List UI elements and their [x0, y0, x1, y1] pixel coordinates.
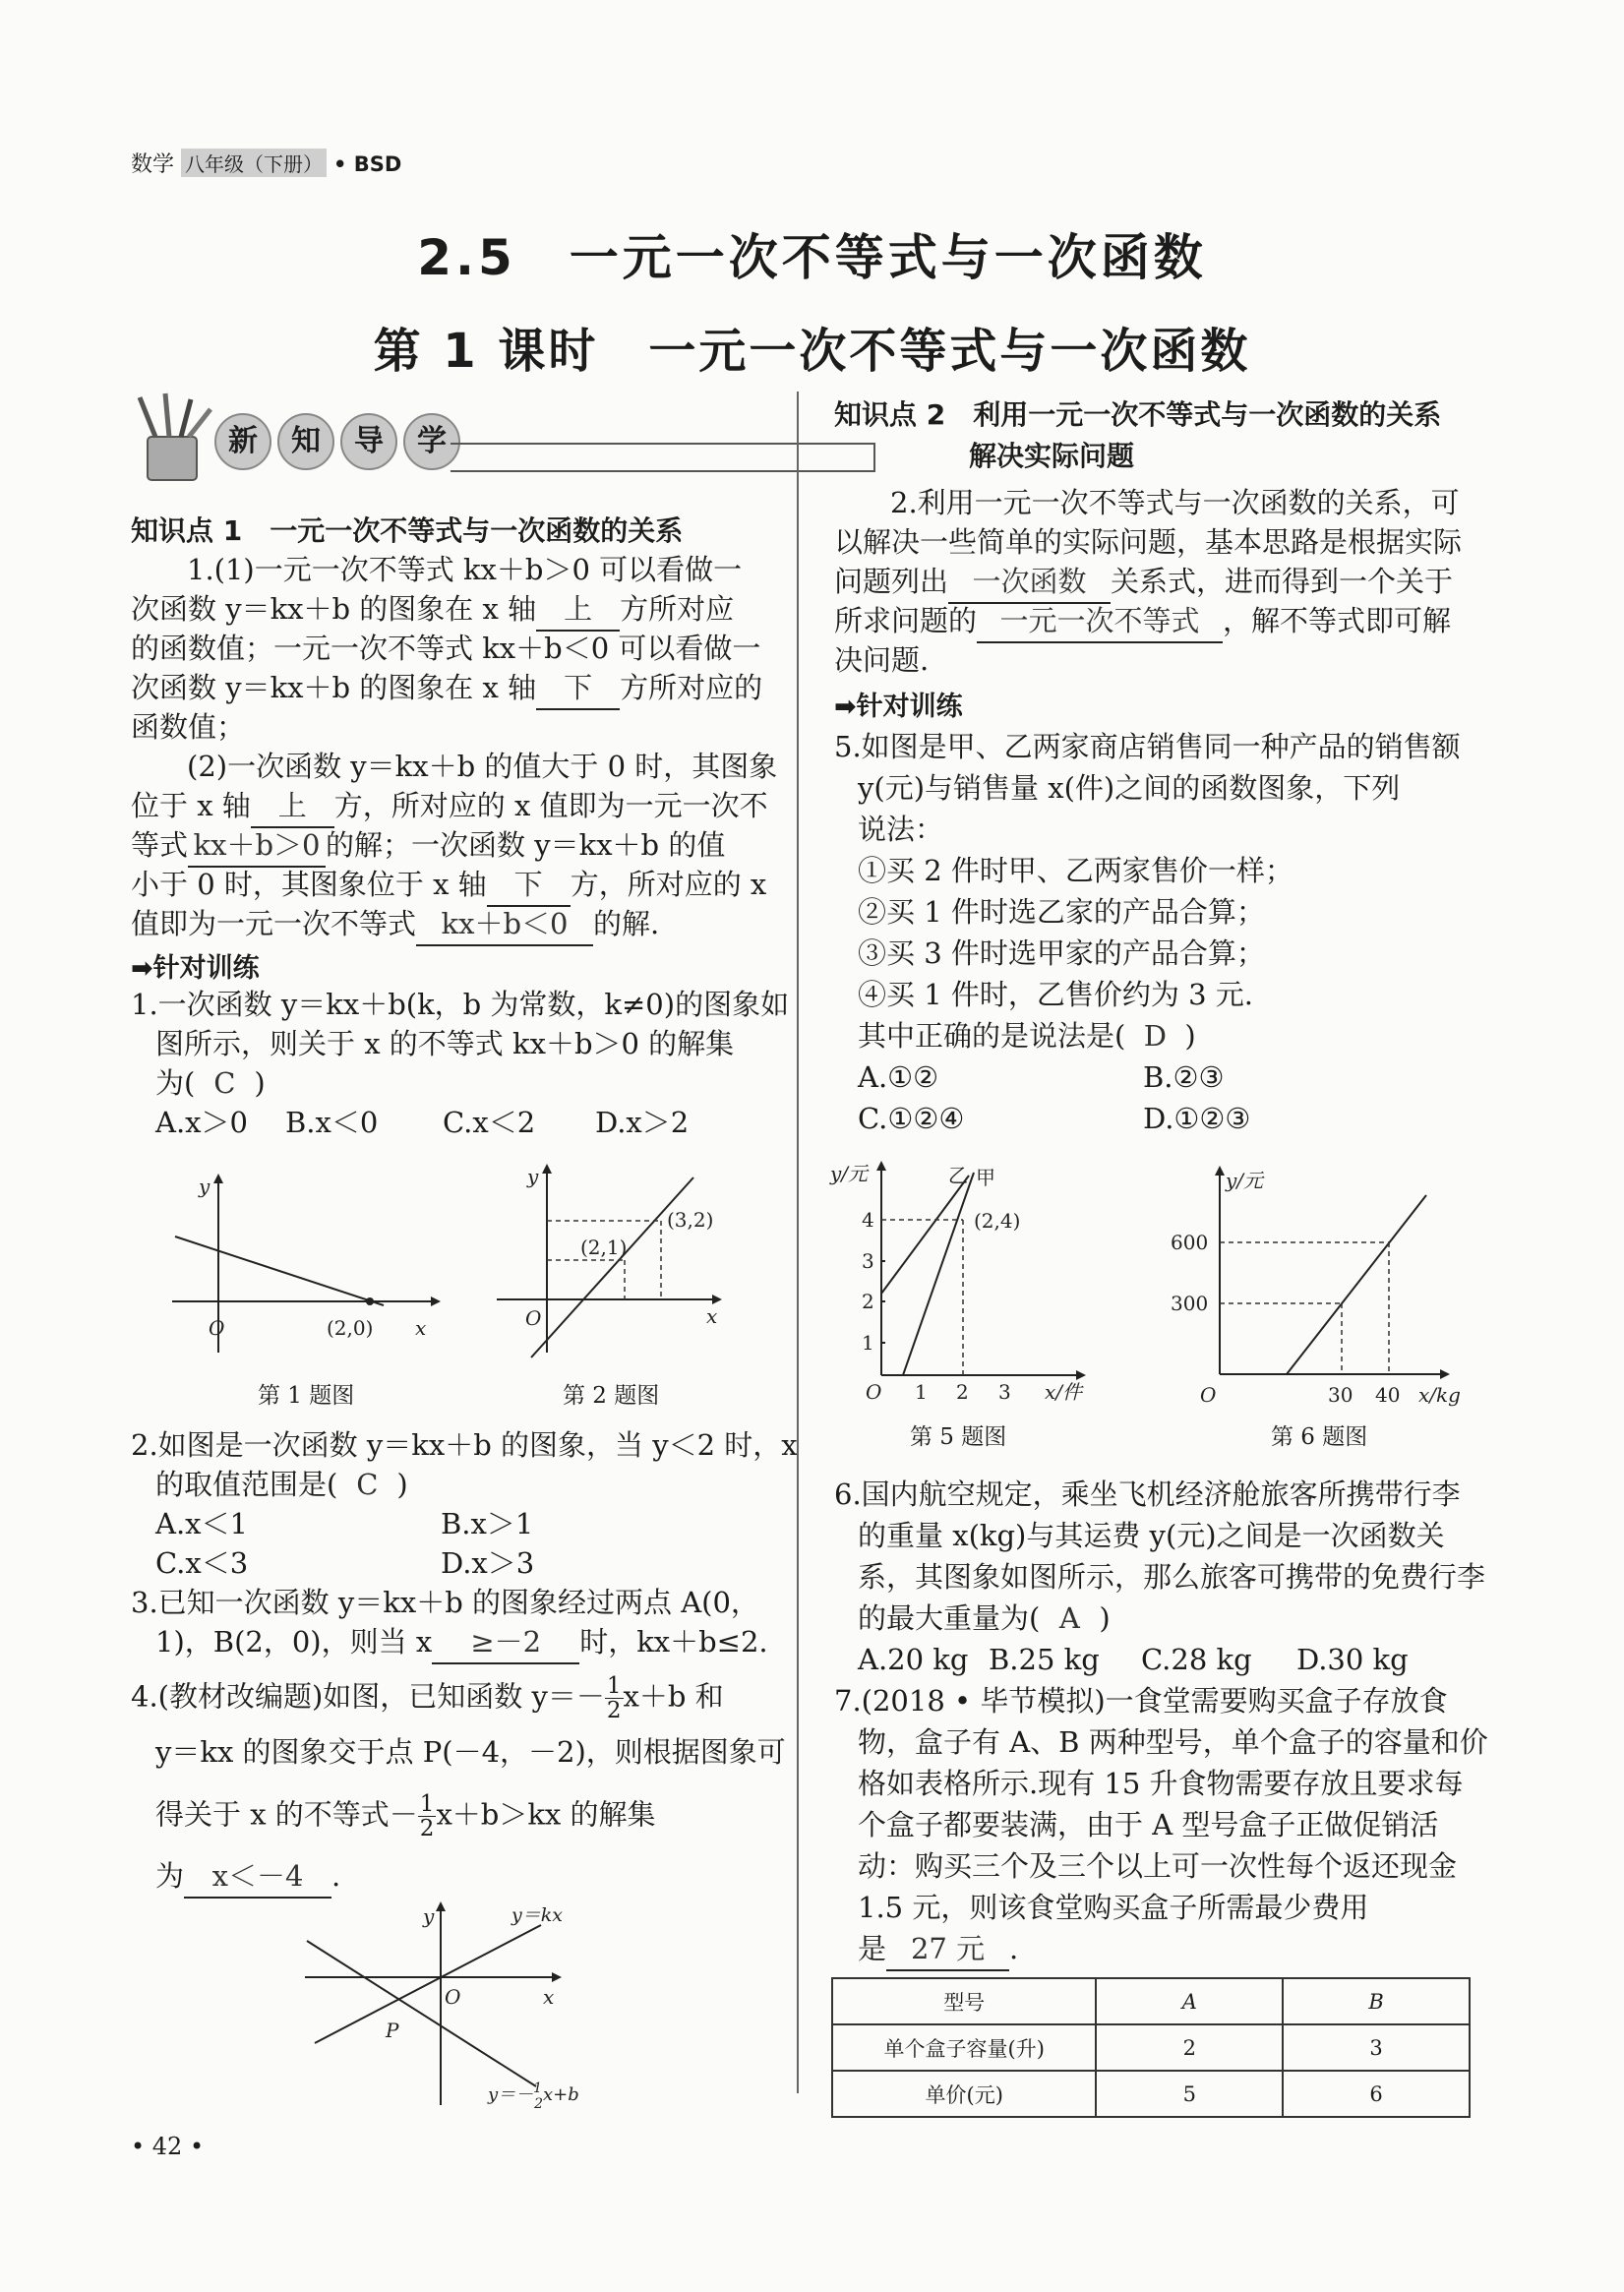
- q1-line: (2)一次函数 y＝kx＋b 的值大于 0 时，其图象: [187, 750, 778, 783]
- y-label: y: [423, 1904, 435, 1928]
- y-label: y: [199, 1175, 211, 1198]
- p7-line: 动：购买三个及三个以上可一次性每个返还现金: [858, 1849, 1458, 1883]
- q2-line: 2.利用一元一次不等式与一次函数的关系，可: [890, 486, 1460, 519]
- option: A.x＜1: [155, 1507, 248, 1540]
- answer-choice: C: [356, 1468, 379, 1501]
- x-tick: 1: [915, 1380, 928, 1404]
- lesson-title: 第 1 课时 一元一次不等式与一次函数: [373, 324, 1251, 379]
- answer-blank: kx＋b＞0: [188, 824, 326, 868]
- origin-label: O: [1200, 1383, 1217, 1407]
- banner-char: 知: [277, 413, 334, 470]
- x-label: x: [543, 1985, 555, 2009]
- table-row: [832, 2024, 1470, 2071]
- p7-line: 个盒子都要装满，由于 A 型号盒子正做促销活: [858, 1808, 1439, 1841]
- p6-line: 的最大重量为( A ): [858, 1598, 1111, 1639]
- y-tick: 4: [862, 1208, 874, 1232]
- intercept-point: [366, 1297, 374, 1305]
- option: A.20 kg: [858, 1643, 969, 1676]
- answer-blank: kx＋b＜0: [416, 903, 593, 946]
- p6-line: 6.国内航空规定，乘坐飞机经济舱旅客所携带行李: [834, 1478, 1461, 1511]
- knowledge-point-2: 解决实际问题: [969, 440, 1135, 472]
- line-label: y＝－$^1$ 2x+b: [488, 2081, 579, 2112]
- header-edition: • BSD: [333, 152, 402, 176]
- graph-line: [175, 1236, 384, 1305]
- q2-line: 问题列出 一次函数 关系式，进而得到一个关于: [834, 561, 1453, 604]
- answer-blank: 下: [536, 667, 620, 710]
- q2-line: 以解决一些简单的实际问题，基本思路是根据实际: [834, 525, 1463, 559]
- running-header: [131, 148, 401, 178]
- line-label: y＝kx: [511, 1904, 563, 1926]
- p7-line: 是 27 元 .: [858, 1928, 1018, 1971]
- figure-6: [1161, 1156, 1485, 1407]
- practice-heading: ➡针对训练: [834, 692, 963, 722]
- q2-line: 所求问题的 一元一次不等式 ，解不等式即可解: [834, 600, 1451, 643]
- x-tick: 40: [1375, 1383, 1401, 1407]
- table-header: B: [1283, 1978, 1470, 2024]
- banner: [126, 392, 755, 486]
- page-number: • 42 •: [131, 2133, 205, 2160]
- answer-blank: 下: [487, 864, 571, 907]
- figure-5-caption: 第 5 题图: [910, 1424, 1007, 1450]
- answer-blank: 一次函数: [948, 561, 1111, 604]
- p5-line: 其中正确的是说法是( D ): [858, 1015, 1196, 1056]
- pencil-cup-icon: [126, 392, 219, 486]
- origin-label: O: [445, 1985, 461, 2009]
- banner-char: 导: [340, 413, 397, 470]
- origin-label: O: [209, 1316, 225, 1340]
- y-tick: 3: [862, 1249, 874, 1273]
- p4-line: 4.(教材改编题)如图，已知函数 y＝－ $\frac{1}{2}$ x＋b 和: [131, 1673, 724, 1723]
- figure-2: [492, 1156, 738, 1367]
- p2-line: 的取值范围是( C ): [155, 1464, 408, 1505]
- q1-line: 函数值；: [131, 710, 246, 744]
- table-header: A: [1096, 1978, 1283, 2024]
- option: D.x＞2: [595, 1106, 690, 1139]
- p7-line: 1.5 元，则该食堂购买盒子所需最少费用: [858, 1891, 1369, 1924]
- p7-line: 物，盒子有 A、B 两种型号，单个盒子的容量和价: [858, 1725, 1488, 1759]
- answer-blank: 27 元: [886, 1928, 1009, 1971]
- option: D.①②③: [1143, 1102, 1251, 1135]
- answer-choice: C: [213, 1066, 236, 1100]
- y-label: y/元: [830, 1162, 869, 1185]
- origin-label: O: [866, 1380, 882, 1404]
- option: B.②③: [1143, 1060, 1225, 1094]
- q1-line: 值即为一元一次不等式 kx＋b＜0 的解.: [131, 903, 659, 946]
- answer-choice: D: [1143, 1019, 1167, 1053]
- answer-blank: 上: [536, 588, 620, 632]
- knowledge-point-2: 知识点 2 利用一元一次不等式与一次函数的关系: [834, 398, 1442, 431]
- y-label: y/元: [1226, 1169, 1264, 1192]
- option: A.①②: [858, 1060, 939, 1094]
- p5-line: y(元)与销售量 x(件)之间的函数图象，下列: [858, 771, 1401, 805]
- line-label-yi: 乙: [948, 1164, 968, 1187]
- answer-blank: 上: [251, 785, 334, 828]
- section-title: 2.5 一元一次不等式与一次函数: [417, 229, 1207, 286]
- p5-statement: ④买 1 件时，乙售价约为 3 元.: [858, 978, 1253, 1011]
- x-label: x/件: [1045, 1380, 1083, 1404]
- answer-choice: A: [1058, 1601, 1080, 1635]
- x-tick: 30: [1328, 1383, 1353, 1407]
- figure-2-caption: 第 2 题图: [563, 1383, 660, 1409]
- table-row: [832, 2071, 1470, 2117]
- p4-line: 为 x＜－4 .: [155, 1855, 340, 1899]
- p4-line: y＝kx 的图象交于点 P(－4，－2)，则根据图象可: [155, 1735, 786, 1769]
- figure-1: [157, 1166, 452, 1362]
- x-label: x/kg: [1418, 1383, 1461, 1407]
- option: C.x＜2: [443, 1106, 536, 1139]
- q1-line: 次函数 y＝kx＋b 的图象在 x 轴 上 方所对应: [131, 588, 734, 632]
- p7-line: 格如表格所示.现有 15 升食物需要存放且要求每: [858, 1767, 1464, 1800]
- graph-line: [531, 1177, 693, 1357]
- option: D.x＞3: [441, 1546, 535, 1580]
- line-yi: [881, 1176, 969, 1294]
- header-subject: 数学: [131, 152, 175, 177]
- p1-line: 1.一次函数 y＝kx＋b(k，b 为常数，k≠0)的图象如: [131, 988, 790, 1021]
- p3-line: 3.已知一次函数 y＝kx＋b 的图象经过两点 A(0，: [131, 1586, 759, 1619]
- answer-blank: 一元一次不等式: [977, 600, 1223, 643]
- y-tick: 2: [862, 1290, 874, 1313]
- point-label: (2,1): [580, 1236, 628, 1259]
- line-y-kx: [315, 1925, 541, 2043]
- table-cell: 2: [1096, 2024, 1283, 2071]
- table-cell: 3: [1283, 2024, 1470, 2071]
- column-divider: [797, 392, 799, 2093]
- header-grade: 八年级（下册）: [181, 149, 327, 177]
- option: B.x＞1: [441, 1507, 534, 1540]
- p4-line: 得关于 x 的不等式－ $\frac{1}{2}$ x＋b＞kx 的解集: [155, 1791, 656, 1841]
- point-label: (3,2): [667, 1208, 714, 1232]
- option: C.①②④: [858, 1102, 965, 1135]
- practice-heading: ➡针对训练: [131, 953, 260, 984]
- q2-line: 决问题.: [834, 643, 930, 677]
- x-tick: 2: [956, 1380, 969, 1404]
- p5-statement: ①买 2 件时甲、乙两家售价一样；: [858, 854, 1293, 887]
- y-label: y: [527, 1165, 539, 1188]
- table-cell: 单个盒子容量(升): [832, 2024, 1096, 2071]
- table-cell: 单价(元): [832, 2071, 1096, 2117]
- p3-line: 1)，B(2，0)，则当 x ≥－2 时，kx＋b≤2.: [155, 1621, 768, 1664]
- option: C.x＜3: [155, 1546, 249, 1580]
- option: B.25 kg: [989, 1643, 1100, 1676]
- figure-5: [826, 1151, 1112, 1407]
- q1-line: 位于 x 轴 上 方，所对应的 x 值即为一元一次不: [131, 785, 768, 828]
- table-cell: 6: [1283, 2071, 1470, 2117]
- q1-line: 的函数值；一元一次不等式 kx＋b＜0 可以看做一: [131, 632, 761, 665]
- line-label-jia: 甲: [976, 1166, 995, 1189]
- p1-line: 图所示，则关于 x 的不等式 kx＋b＞0 的解集: [155, 1027, 735, 1060]
- graph-line: [1287, 1195, 1426, 1374]
- p5-statement: ③买 3 件时选甲家的产品合算；: [858, 936, 1265, 970]
- knowledge-point-1: 知识点 1 一元一次不等式与一次函数的关系: [131, 514, 684, 547]
- x-label: x: [415, 1316, 427, 1340]
- q1-line: 小于 0 时，其图象位于 x 轴 下 方，所对应的 x: [131, 864, 766, 907]
- origin-label: O: [525, 1306, 542, 1330]
- p6-line: 的重量 x(kg)与其运费 y(元)之间是一次函数关: [858, 1519, 1445, 1552]
- q1-line: 等式 kx＋b＞0 的解；一次函数 y＝kx＋b 的值: [131, 824, 725, 868]
- table-header-row: [832, 1978, 1470, 2024]
- point-label: (2,4): [974, 1209, 1021, 1233]
- box-table: [831, 1977, 1471, 2118]
- p6-line: 系，其图象如图所示，那么旅客可携带的免费行李: [858, 1560, 1486, 1594]
- option: C.28 kg: [1141, 1643, 1252, 1676]
- figure-1-caption: 第 1 题图: [258, 1383, 355, 1409]
- x-label: x: [706, 1304, 718, 1328]
- p2-line: 2.如图是一次函数 y＝kx＋b 的图象，当 y＜2 时，x: [131, 1428, 798, 1462]
- table-header: 型号: [832, 1978, 1096, 2024]
- p1-line: 为( C ): [155, 1062, 266, 1104]
- answer-blank: x＜－4: [184, 1855, 331, 1899]
- answer-blank: ≥－2: [432, 1621, 579, 1664]
- figure-6-caption: 第 6 题图: [1271, 1424, 1368, 1450]
- figure-4: [295, 1894, 620, 2115]
- line-y-neg-half-x-plus-b: [307, 1941, 536, 2086]
- banner-line: [451, 443, 875, 472]
- option: D.30 kg: [1296, 1643, 1409, 1676]
- table-cell: 5: [1096, 2071, 1283, 2117]
- option: A.x＞0: [155, 1106, 248, 1139]
- p7-line: 7.(2018 • 毕节模拟)一食堂需要购买盒子存放食: [834, 1684, 1448, 1718]
- q1-line: 1.(1)一元一次不等式 kx＋b＞0 可以看做一: [187, 553, 743, 586]
- option: B.x＜0: [285, 1106, 379, 1139]
- y-tick: 1: [862, 1331, 874, 1355]
- x-tick: 3: [998, 1380, 1011, 1404]
- y-tick: 600: [1171, 1231, 1209, 1254]
- y-tick: 300: [1171, 1292, 1209, 1315]
- q1-line: 次函数 y＝kx＋b 的图象在 x 轴 下 方所对应的: [131, 667, 762, 710]
- point-p-label: P: [386, 2019, 399, 2042]
- banner-char: 新: [214, 413, 271, 470]
- p5-statement: ②买 1 件时选乙家的产品合算；: [858, 895, 1265, 929]
- p5-line: 说法：: [858, 813, 944, 846]
- banner-char: 学: [403, 413, 460, 470]
- p5-line: 5.如图是甲、乙两家商店销售同一种产品的销售额: [834, 730, 1461, 763]
- point-label: (2,0): [327, 1316, 374, 1340]
